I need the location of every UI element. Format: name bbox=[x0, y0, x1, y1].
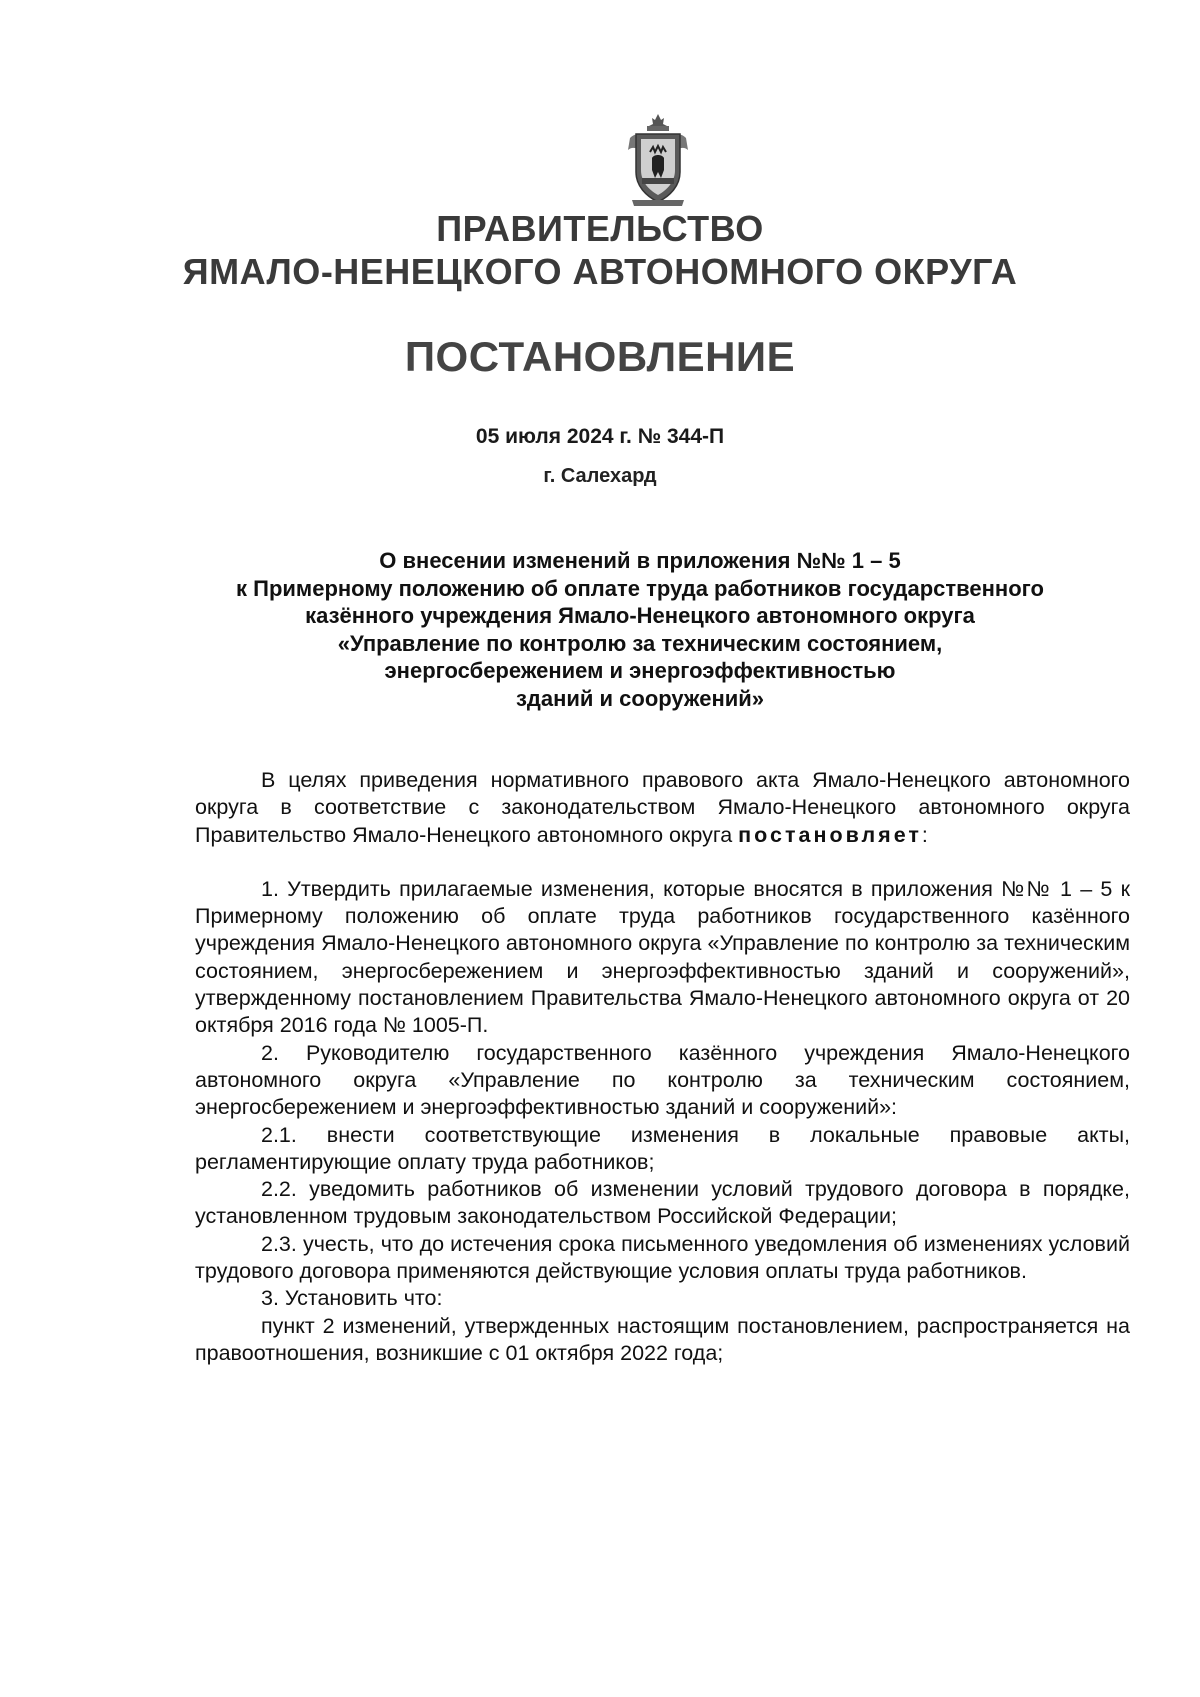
subject-line: казённого учреждения Ямало-Ненецкого автономного округа bbox=[305, 603, 975, 628]
subject-line: О внесении изменений в приложения №№ 1 – 5 bbox=[379, 548, 901, 573]
paragraph-2: 2. Руководителю государственного казённого учреждения Ямало-Ненецкого автономного округа «Управление по контролю за техническим состоянием, энергосбережением и энергоэффективностью зданий и сооружений»: bbox=[195, 1040, 1130, 1120]
government-title-line2: ЯМАЛО-НЕНЕЦКОГО АВТОНОМНОГО ОКРУГА bbox=[182, 251, 1018, 292]
subject-line: к Примерному положению об оплате труда работников государственного bbox=[236, 575, 1044, 601]
document-subject bbox=[160, 547, 1120, 712]
paragraph-2-1: 2.1. внести соответствующие изменения в локальные правовые акты, регламентирующие оплату труда работников; bbox=[195, 1122, 1130, 1174]
document-date-number: 05 июля 2024 г. № 344-П bbox=[475, 425, 725, 448]
subject-line: «Управление по контролю за техническим состоянием, bbox=[337, 630, 943, 656]
document-city: г. Салехард bbox=[543, 465, 657, 487]
resolves-keyword: постановляет bbox=[738, 822, 922, 847]
paragraph-1: 1. Утвердить прилагаемые изменения, которые вносятся в приложения №№ 1 – 5 к Примерному положению об оплате труда работников государственного казённого учреждения Ямало-Ненецкого автономного округа «Управление по контролю за техническим состоянием, энергосбережением и энергоэффективностью зданий и сооружений», утвержденному постановлением Правительства Ямало-Ненецкого автономного округа от 20 октября 2016 года № 1005-П. bbox=[195, 876, 1130, 1038]
coat-of-arms-icon bbox=[622, 112, 694, 210]
government-title-line1: ПРАВИТЕЛЬСТВО bbox=[436, 208, 764, 249]
preamble-text: В целях приведения нормативного правового акта Ямало-Ненецкого автономного округа в соответствие с законодательством Ямало-Ненецкого автономного округа Правительство Ямало-Ненецкого автономного округа bbox=[195, 768, 1130, 847]
preamble-paragraph bbox=[195, 767, 1130, 849]
paragraph-3: 3. Установить что: bbox=[261, 1286, 443, 1311]
subject-line: зданий и сооружений» bbox=[515, 685, 765, 711]
document-type-heading: ПОСТАНОВЛЕНИЕ bbox=[404, 333, 796, 380]
paragraph-3-a: пункт 2 изменений, утвержденных настоящим постановлением, распространяется на правоотношения, возникшие с 01 октября 2022 года; bbox=[195, 1313, 1130, 1365]
preamble-colon: : bbox=[921, 822, 928, 847]
paragraph-2-3: 2.3. учесть, что до истечения срока письменного уведомления об изменениях условий трудового договора применяются действующие условия оплаты труда работников. bbox=[195, 1231, 1130, 1284]
paragraph-2-2: 2.2. уведомить работников об изменении условий трудового договора в порядке, установленном трудовым законодательством Российской Федерации; bbox=[195, 1177, 1130, 1229]
subject-line: энергосбережением и энергоэффективностью bbox=[384, 658, 896, 683]
document-body bbox=[195, 767, 1130, 1367]
